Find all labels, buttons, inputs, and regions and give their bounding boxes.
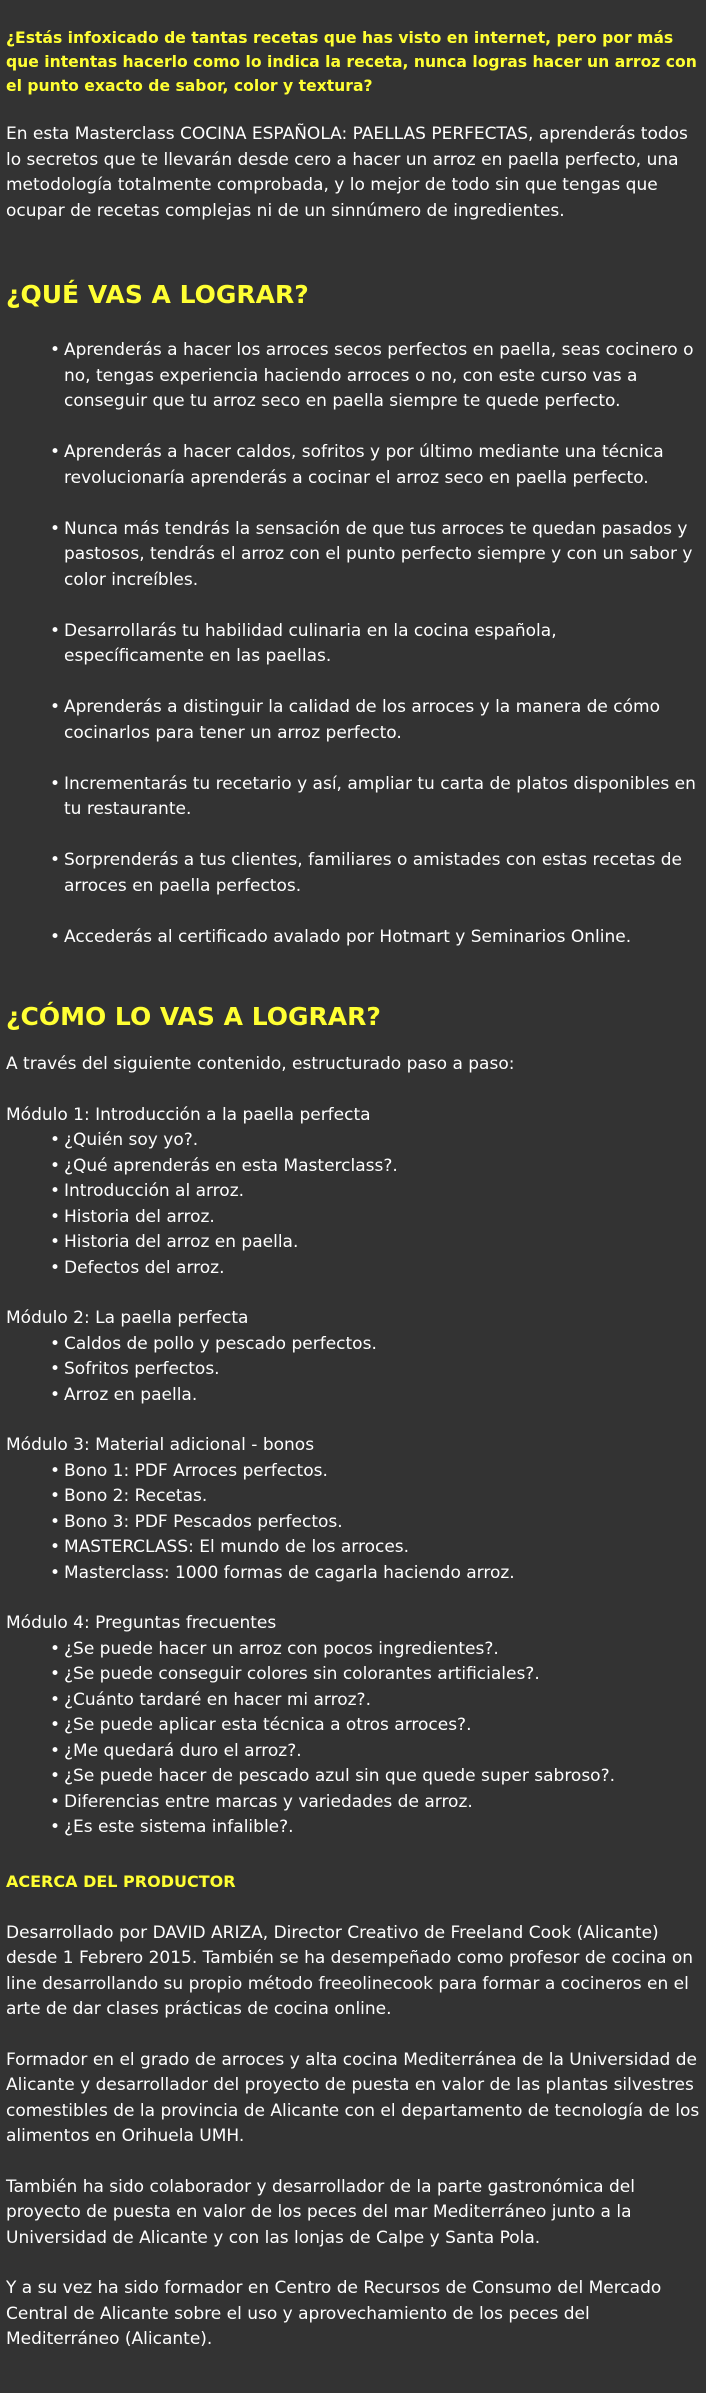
list-item: • Bono 2: Recetas. bbox=[48, 1484, 706, 1510]
module-title: Módulo 4: Preguntas frecuentes bbox=[6, 1613, 277, 1633]
module-items bbox=[6, 1459, 706, 1587]
list-item: • Accederás al certificado avalado por Hotmart y Seminarios Online. bbox=[48, 925, 706, 951]
list-item: • Desarrollarás tu habilidad culinaria en la cocina española, específicamente en las paellas. bbox=[48, 619, 706, 670]
list-item: • Incrementarás tu recetario y así, ampliar tu carta de platos disponibles en tu restaurante. bbox=[48, 772, 706, 823]
goals-list bbox=[6, 338, 706, 950]
producer-paragraph: También ha sido colaborador y desarrollador de la parte gastronómica del proyecto de puesta en valor de los peces del mar Mediterráneo junto a la Universidad de Alicante y con las lonjas de Calpe y Santa Pola. bbox=[6, 2176, 635, 2248]
list-item: • ¿Es este sistema infalible?. bbox=[48, 1815, 706, 1841]
list-item: • ¿Se puede conseguir colores sin colorantes artificiales?. bbox=[48, 1662, 706, 1688]
list-item: • Aprenderás a hacer caldos, sofritos y por último mediante una técnica revolucionaría aprenderás a cocinar el arroz seco en paella perfecto. bbox=[48, 440, 706, 491]
intro-highlight: ¿Estás infoxicado de tantas recetas que has visto en internet, pero por más que intentas hacerlo como lo indica la receta, nunca logras hacer un arroz con el punto exacto de sabor, color y textura? bbox=[6, 29, 697, 95]
list-item: • ¿Se puede hacer un arroz con pocos ingredientes?. bbox=[48, 1637, 706, 1663]
list-item: • ¿Se puede hacer de pescado azul sin que quede super sabroso?. bbox=[48, 1764, 706, 1790]
list-item: • Defectos del arroz. bbox=[48, 1256, 706, 1282]
module-items bbox=[6, 1637, 706, 1841]
module-1 bbox=[6, 1103, 706, 1282]
list-item: • Bono 3: PDF Pescados perfectos. bbox=[48, 1510, 706, 1536]
list-item: • Sofritos perfectos. bbox=[48, 1357, 706, 1383]
list-item: • ¿Quién soy yo?. bbox=[48, 1128, 706, 1154]
list-item: • Nunca más tendrás la sensación de que tus arroces te quedan pasados y pastosos, tendrás el arroz con el punto perfecto siempre y con un sabor y color increíbles. bbox=[48, 517, 706, 594]
list-item: • Masterclass: 1000 formas de cagarla haciendo arroz. bbox=[48, 1561, 706, 1587]
how-heading: ¿CÓMO LO VAS A LOGRAR? bbox=[6, 1002, 381, 1031]
module-3 bbox=[6, 1433, 706, 1586]
list-item: • Diferencias entre marcas y variedades de arroz. bbox=[48, 1790, 706, 1816]
goals-heading: ¿QUÉ VAS A LOGRAR? bbox=[6, 280, 309, 309]
module-4 bbox=[6, 1611, 706, 1841]
how-lead: A través del siguiente contenido, estructurado paso a paso: bbox=[6, 1054, 515, 1074]
list-item: • Arroz en paella. bbox=[48, 1383, 706, 1409]
list-item: • Aprenderás a hacer los arroces secos perfectos en paella, seas cocinero o no, tengas experiencia haciendo arroces o no, con este curso vas a conseguir que tu arroz seco en paella siempre te quede perfecto. bbox=[48, 338, 706, 415]
list-item: • Historia del arroz en paella. bbox=[48, 1230, 706, 1256]
list-item: • Caldos de pollo y pescado perfectos. bbox=[48, 1332, 706, 1358]
list-item: • Historia del arroz. bbox=[48, 1205, 706, 1231]
module-items bbox=[6, 1128, 706, 1281]
producer-paragraph: Formador en el grado de arroces y alta cocina Mediterránea de la Universidad de Alicante y desarrollador del proyecto de puesta en valor de las plantas silvestres comestibles de la provincia de Alicante con el departamento de tecnología de los alimentos en Orihuela UMH. bbox=[6, 2049, 700, 2146]
list-item: • ¿Cuánto tardaré en hacer mi arroz?. bbox=[48, 1688, 706, 1714]
module-title: Módulo 3: Material adicional - bonos bbox=[6, 1435, 315, 1455]
producer-paragraph: Y a su vez ha sido formador en Centro de Recursos de Consumo del Mercado Central de Alicante sobre el uso y aprovechamiento de los peces del Mediterráneo (Alicante). bbox=[6, 2278, 662, 2349]
module-title: Módulo 2: La paella perfecta bbox=[6, 1308, 249, 1328]
list-item: • ¿Se puede aplicar esta técnica a otros arroces?. bbox=[48, 1713, 706, 1739]
list-item: • Introducción al arroz. bbox=[48, 1179, 706, 1205]
list-item: • ¿Me quedará duro el arroz?. bbox=[48, 1739, 706, 1765]
list-item: • MASTERCLASS: El mundo de los arroces. bbox=[48, 1535, 706, 1561]
list-item: • Aprenderás a distinguir la calidad de los arroces y la manera de cómo cocinarlos para tener un arroz perfecto. bbox=[48, 695, 706, 746]
module-2 bbox=[6, 1306, 706, 1408]
module-title: Módulo 1: Introducción a la paella perfecta bbox=[6, 1104, 371, 1125]
producer-paragraph: Desarrollado por DAVID ARIZA, Director Creativo de Freeland Cook (Alicante) desde 1 Febrero 2015. También se ha desempeñado como profesor de cocina on line desarrollando su propio método freeolinecook para formar a cocineros en el arte de dar clases prácticas de cocina online. bbox=[6, 1922, 694, 2019]
list-item: • Sorprenderás a tus clientes, familiares o amistades con estas recetas de arroces en paella perfectos. bbox=[48, 848, 706, 899]
list-item: • Bono 1: PDF Arroces perfectos. bbox=[48, 1459, 706, 1485]
intro-paragraph: En esta Masterclass COCINA ESPAÑOLA: PAELLAS PERFECTAS, aprenderás todos lo secretos que te llevarán desde cero a hacer un arroz en paella perfecto, una metodología totalmente comprobada, y lo mejor de todo sin que tengas que ocupar de recetas complejas ni de un sinnúmero de ingredientes. bbox=[6, 124, 688, 221]
producer-heading: ACERCA DEL PRODUCTOR bbox=[6, 1871, 236, 1891]
module-items bbox=[6, 1332, 706, 1409]
list-item: • ¿Qué aprenderás en esta Masterclass?. bbox=[48, 1154, 706, 1180]
